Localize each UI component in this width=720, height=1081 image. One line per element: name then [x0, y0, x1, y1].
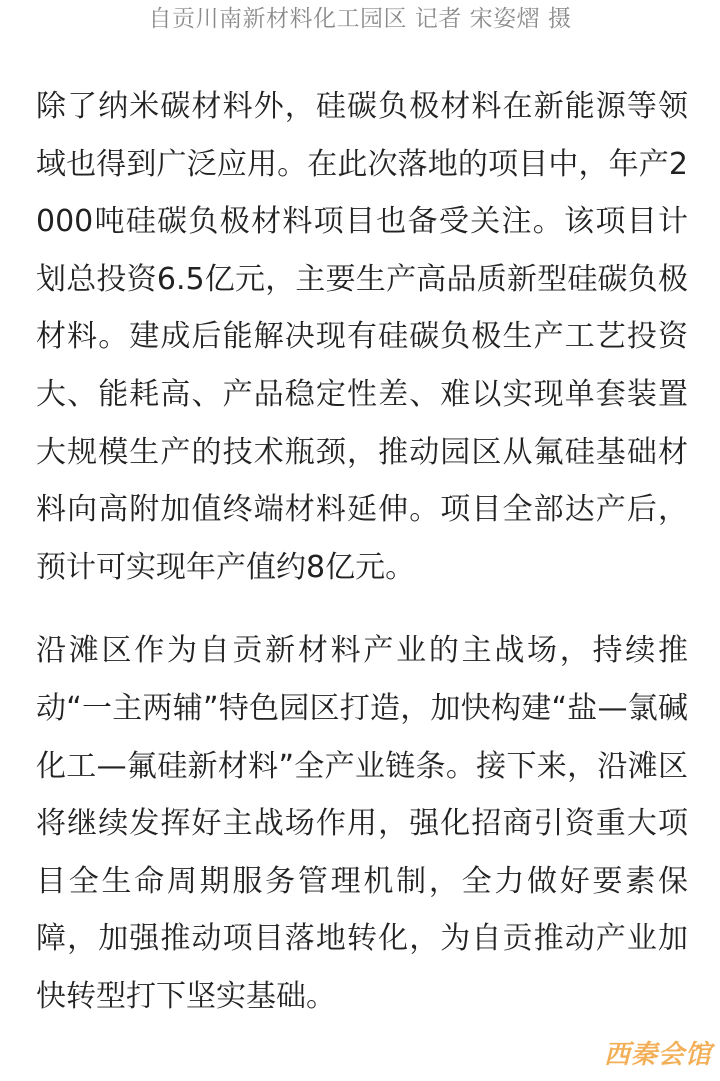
- article-paragraph: 除了纳米碳材料外，硅碳负极材料在新能源等领域也得到广泛应用。在此次落地的项目中，年产2000吨硅碳负极材料项目也备受关注。该项目计划总投资6.5亿元，主要生产高品质新型硅碳负极材料。建成后能解决现有硅碳负极生产工艺投资大、能耗高、产品稳定性差、难以实现单套装置大规模生产的技术瓶颈，推动园区从氟硅基础材料向高附加值终端材料延伸。项目全部达产后，预计可实现年产值约8亿元。: [36, 89, 688, 585]
- article-paragraph: 沿滩区作为自贡新材料产业的主战场，持续推动“一主两辅”特色园区打造，加快构建“盐—氯碱化工—氟硅新材料”全产业链条。接下来，沿滩区将继续发挥好主战场作用，强化招商引资重大项目全生命周期服务管理机制，全力做好要素保障，加强推动项目落地转化，为自贡推动产业加快转型打下坚实基础。: [36, 633, 688, 1014]
- article-body: [36, 78, 688, 1052]
- watermark-logo: 西秦会馆: [603, 1040, 712, 1070]
- photo-caption: 自贡川南新材料化工园区 记者 宋姿熠 摄: [148, 6, 572, 32]
